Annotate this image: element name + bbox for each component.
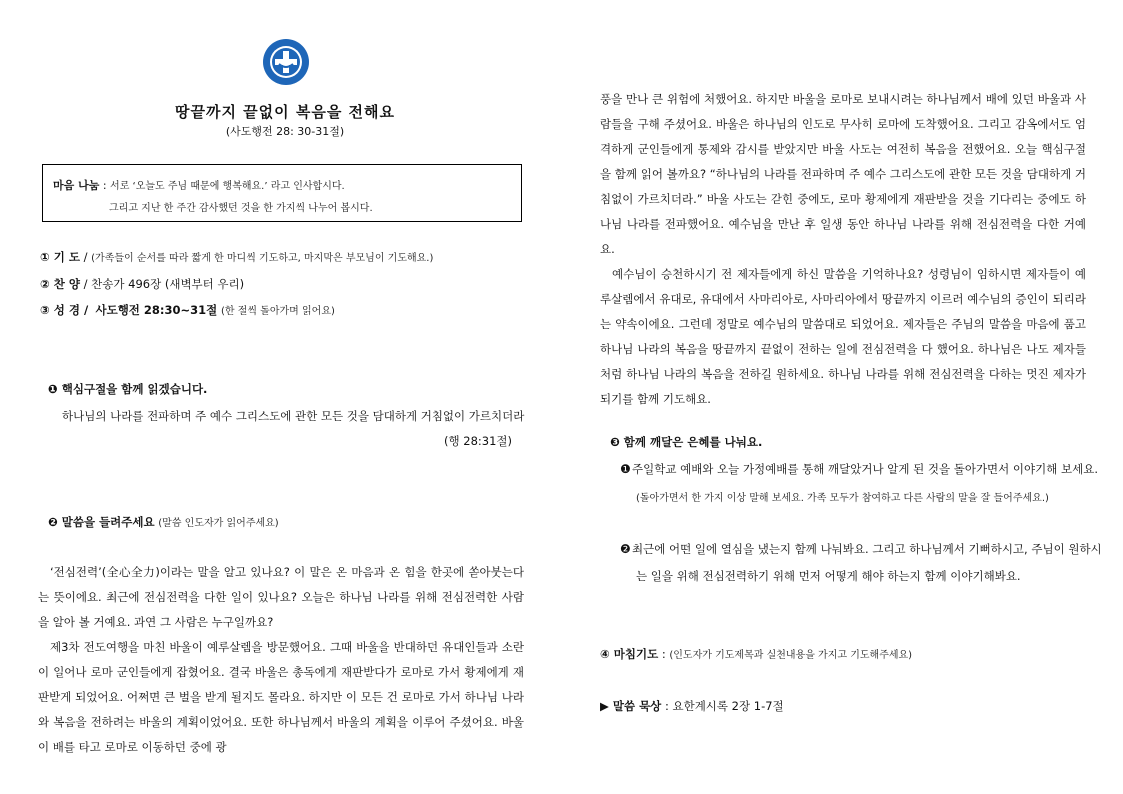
scripture-reference: (사도행전 28: 30-31절) xyxy=(225,125,345,138)
share-separator: : xyxy=(99,179,111,192)
prayer-separator: / xyxy=(79,250,92,264)
meditation-separator: : xyxy=(661,699,673,713)
key-verse-ref: (행 28:31절) xyxy=(444,434,512,448)
page-title: 땅끝까지 끝없이 복음을 전해요 xyxy=(174,103,396,121)
prayer-number: ① 기 도 xyxy=(40,250,80,264)
listen-row xyxy=(48,514,279,530)
body-paragraph-4: 예수님이 승천하시기 전 제자들에게 하신 말씀을 기억하나요? 성령님이 임하시면 제자들이 예루살렘에서 유대로, 유대에서 사마리아로, 사마리아에서 땅끝까지 이르러 예수님의 증인이 되리라는 약속이에요. 그런데 정말로 예수님의 말씀대로 되었어요. 제자들은 주님의 말씀을 마음에 품고 하나님 나라의 복음을 땅끝까지 끝없이 전하는 일에 전심전력을 다 했어요. 하나님은 나도 제자들처럼 하나님 나라의 복음을 전하길 원하세요. 하나님 나라를 위해 전심전력을 다하는 멋진 제자가 되기를 함께 기도해요. xyxy=(600,267,1086,406)
meditation-label: ▶ 말씀 묵상 xyxy=(600,699,662,713)
listen-note: (말씀 인도자가 읽어주세요) xyxy=(158,518,279,529)
body-paragraph-2: 제3차 전도여행을 마친 바울이 예루살렘을 방문했어요. 그때 바울을 반대하던 유대인들과 소란이 일어나 로마 군인들에게 잡혔어요. 결국 바울은 총독에게 재판받다가 로마로 가서 황제에게 재판받게 되었어요. 어쩌면 큰 벌을 받게 될지도 몰라요. 하지만 이 모든 건 로마로 가서 하나님 나라와 복음을 전하려는 바울의 계획이었어요. 또한 하나님께서 바울의 계획을 이루어 주셨어요. 바울이 배를 타고 로마로 이동하던 중에 광 xyxy=(38,640,524,754)
listen-heading: ❷ 말씀을 들려주세요 xyxy=(48,515,155,529)
body-paragraph-1: ‘전심전력’(全心全力)이라는 말을 알고 있나요? 이 말은 온 마음과 온 힘을 한곳에 쏟아붓는다는 뜻이에요. 최근에 전심전력을 다한 일이 있나요? 오늘은 하나님 나라를 위해 전심전력한 사람을 알아 볼 거예요. 과연 그 사람은 누구일까요? xyxy=(38,565,524,629)
question-2-text-1: 최근에 어떤 일에 열심을 냈는지 함께 나눠봐요. 그리고 하나님께서 기뻐하시고, 주님이 원하시 xyxy=(632,542,1102,556)
share-text-2: 그리고 지난 한 주간 감사했던 것을 한 가지씩 나누어 봅시다. xyxy=(109,203,373,214)
closing-separator: : xyxy=(658,647,670,661)
question-1-marker: ❶ xyxy=(620,462,631,476)
key-verse-text: 하나님의 나라를 전파하며 주 예수 그리스도에 관한 모든 것을 담대하게 거침없이 가르치더라 xyxy=(62,409,525,423)
scripture-number: ③ 성 경 / xyxy=(40,303,89,317)
hymn-text: 찬송가 496장 (새벽부터 우리) xyxy=(91,277,245,291)
grace-heading: ❸ 함께 깨달은 은혜를 나눠요. xyxy=(610,435,763,449)
meditation-text: 요한계시록 2장 1-7절 xyxy=(672,699,784,713)
question-2-text-2: 는 일을 위해 전심전력하기 위해 먼저 어떻게 해야 하는지 함께 이야기해봐요. xyxy=(636,569,1021,583)
hymn-separator: / xyxy=(79,277,92,291)
heart-sharing-box xyxy=(42,164,522,222)
scripture-row xyxy=(40,302,335,318)
body-paragraph-3: 풍을 만나 큰 위험에 처했어요. 하지만 바울을 로마로 보내시려는 하나님께서 배에 있던 바울과 사람들을 구해 주셨어요. 바울은 하나님의 인도로 무사히 로마에 도착했어요. 그리고 감옥에서도 엄격하게 군인들에게 통제와 감시를 받았지만 바울 사도는 여전히 복음을 전했어요. 오늘 핵심구절을 함께 읽어 볼까요? “하나님의 나라를 전파하며 주 예수 그리스도에 관한 모든 것을 담대하게 거침없이 가르치더라.” 바울 사도는 갇힌 중에도, 로마 황제에게 재판받을 것을 기다리는 중에도 하나님 나라를 전파했어요. 예수님을 만난 후 일생 동안 하나님 나라를 위해 전심전력을 다한 거예요. xyxy=(600,92,1086,256)
share-line-1 xyxy=(53,177,345,193)
prayer-row xyxy=(40,249,433,265)
church-logo xyxy=(262,38,310,86)
share-text-1: 서로 ‘오늘도 주님 때문에 행복해요.’ 라고 인사합시다. xyxy=(110,181,345,192)
closing-prayer-row xyxy=(600,646,912,662)
prayer-note: (가족들이 순서를 따라 짧게 한 마디씩 기도하고, 마지막은 부모님이 기도해요.) xyxy=(91,253,434,264)
question-2-marker: ❷ xyxy=(620,542,631,556)
scripture-text: 사도행전 28:30~31절 xyxy=(95,303,218,317)
left-body xyxy=(38,560,524,760)
share-label: 마음 나눔 xyxy=(53,179,100,192)
question-1-text: 주일학교 예배와 오늘 가정예배를 통해 깨달았거나 알게 된 것을 돌아가면서 이야기해 보세요. xyxy=(632,462,1099,476)
closing-label: ④ 마침기도 xyxy=(600,647,659,661)
scripture-note: (한 절씩 돌아가며 읽어요) xyxy=(220,306,335,317)
key-verse-heading: ❶ 핵심구절을 함께 읽겠습니다. xyxy=(48,382,208,396)
right-body xyxy=(600,87,1086,412)
question-1-note: (돌아가면서 한 가지 이상 말해 보세요. 가족 모두가 참여하고 다른 사람의 말을 잘 들어주세요.) xyxy=(636,493,1049,504)
hymn-row xyxy=(40,276,244,292)
grace-question-2 xyxy=(620,541,1102,557)
meditation-row xyxy=(600,698,784,714)
hymn-number: ② 찬 양 xyxy=(40,277,80,291)
grace-question-1 xyxy=(620,461,1098,477)
closing-note: (인도자가 기도제목과 실천내용을 가지고 기도해주세요) xyxy=(669,650,913,661)
